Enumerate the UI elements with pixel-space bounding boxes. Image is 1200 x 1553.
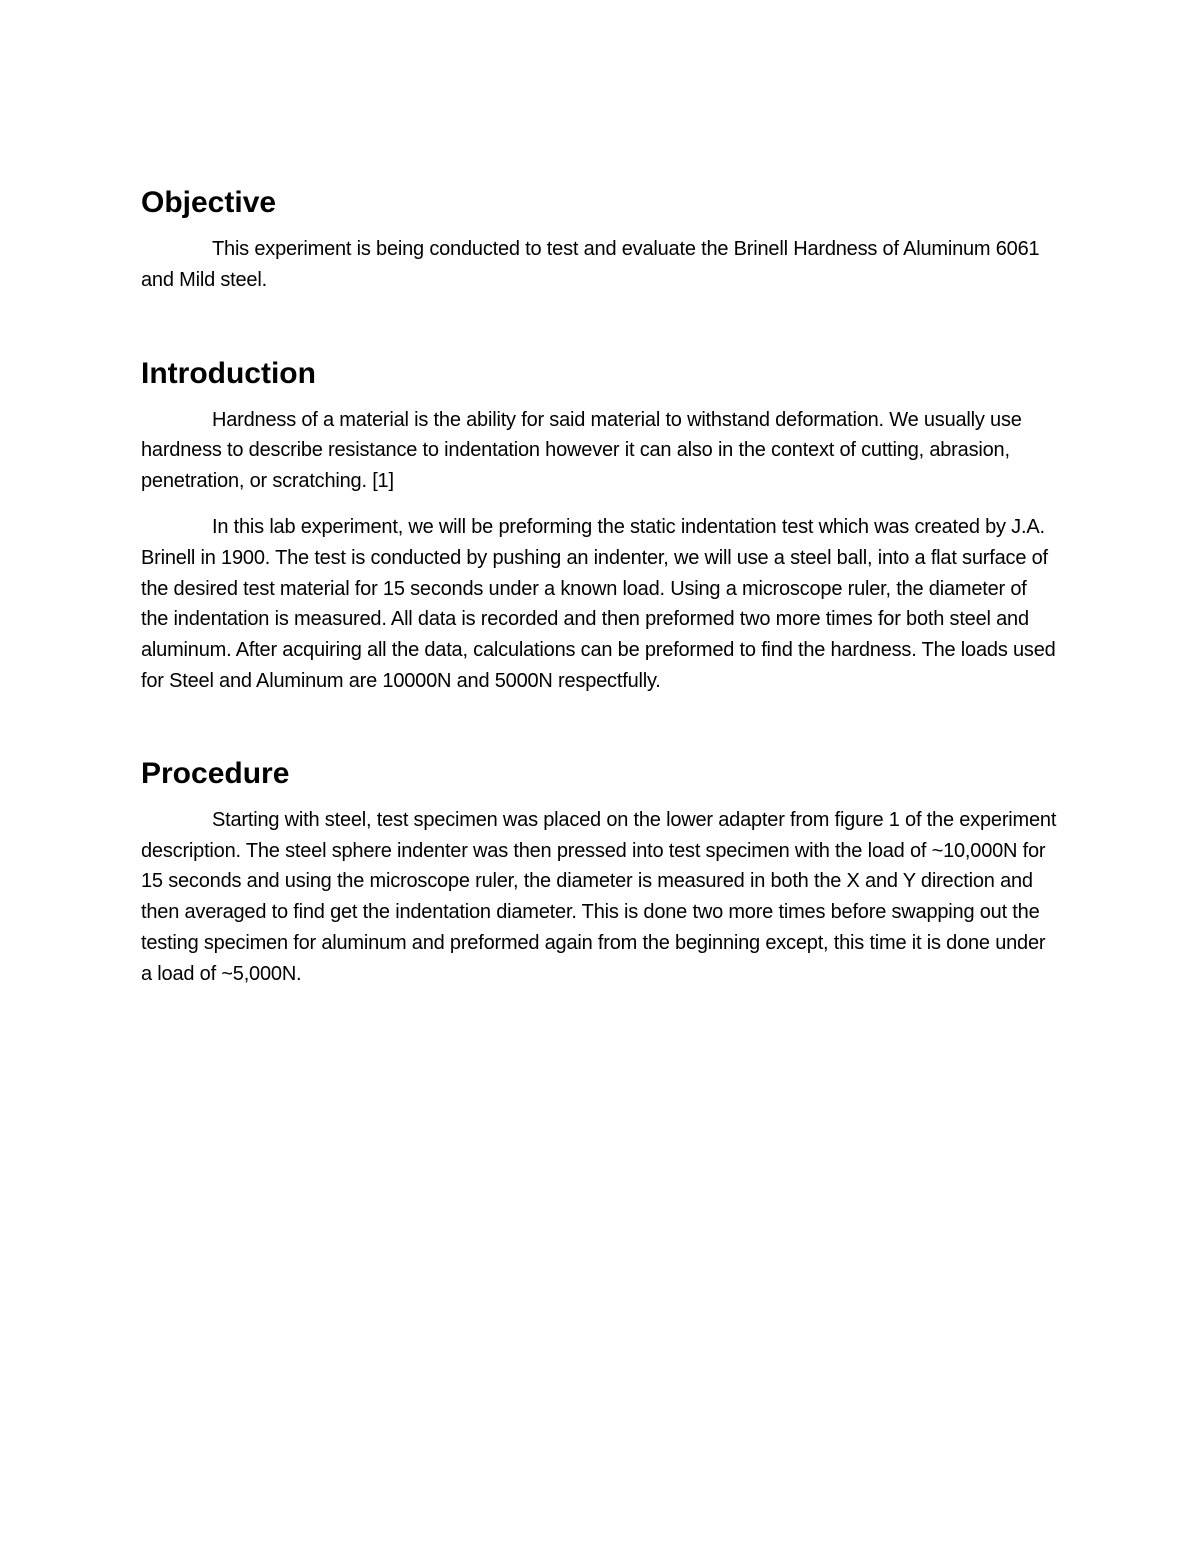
objective-paragraph: This experiment is being conducted to test and evaluate the Brinell Hardness of Aluminum 6061 and Mild steel. <box>141 238 1040 291</box>
introduction-section <box>141 356 1057 697</box>
procedure-section <box>141 756 1057 990</box>
procedure-heading: Procedure <box>141 756 290 790</box>
introduction-paragraph-1: Hardness of a material is the ability for said material to withstand deformation. We usually use hardness to describe resistance to indentation however it can also in the context of cutting, abrasion, penetration, or scratching. [1] <box>141 408 1022 493</box>
objective-heading: Objective <box>141 186 277 219</box>
introduction-heading: Introduction <box>141 356 316 390</box>
objective-section <box>141 188 1057 296</box>
document-body <box>141 188 1057 990</box>
introduction-paragraph-2: In this lab experiment, we will be preforming the static indentation test which was created by J.A. Brinell in 1900. The test is conducted by pushing an indenter, we will use a steel ball, into a flat surface of the desired test material for 15 seconds under a known load. Using a microscope ruler, the diameter of the indentation is measured. All data is recorded and then preformed two more times for both steel and aluminum. After acquiring all the data, calculations can be preformed to find the hardness. The loads used for Steel and Aluminum are 10000N and 5000N respectfully. <box>141 515 1056 692</box>
procedure-paragraph: Starting with steel, test specimen was placed on the lower adapter from figure 1 of the experiment description. The steel sphere indenter was then pressed into test specimen with the load of ~10,000N for 15 seconds and using the microscope ruler, the diameter is measured in both the X and Y direction and then averaged to find get the indentation diameter. This is done two more times before swapping out the testing specimen for aluminum and preformed again from the beginning except, this time it is done under a load of ~5,000N. <box>141 808 1057 985</box>
